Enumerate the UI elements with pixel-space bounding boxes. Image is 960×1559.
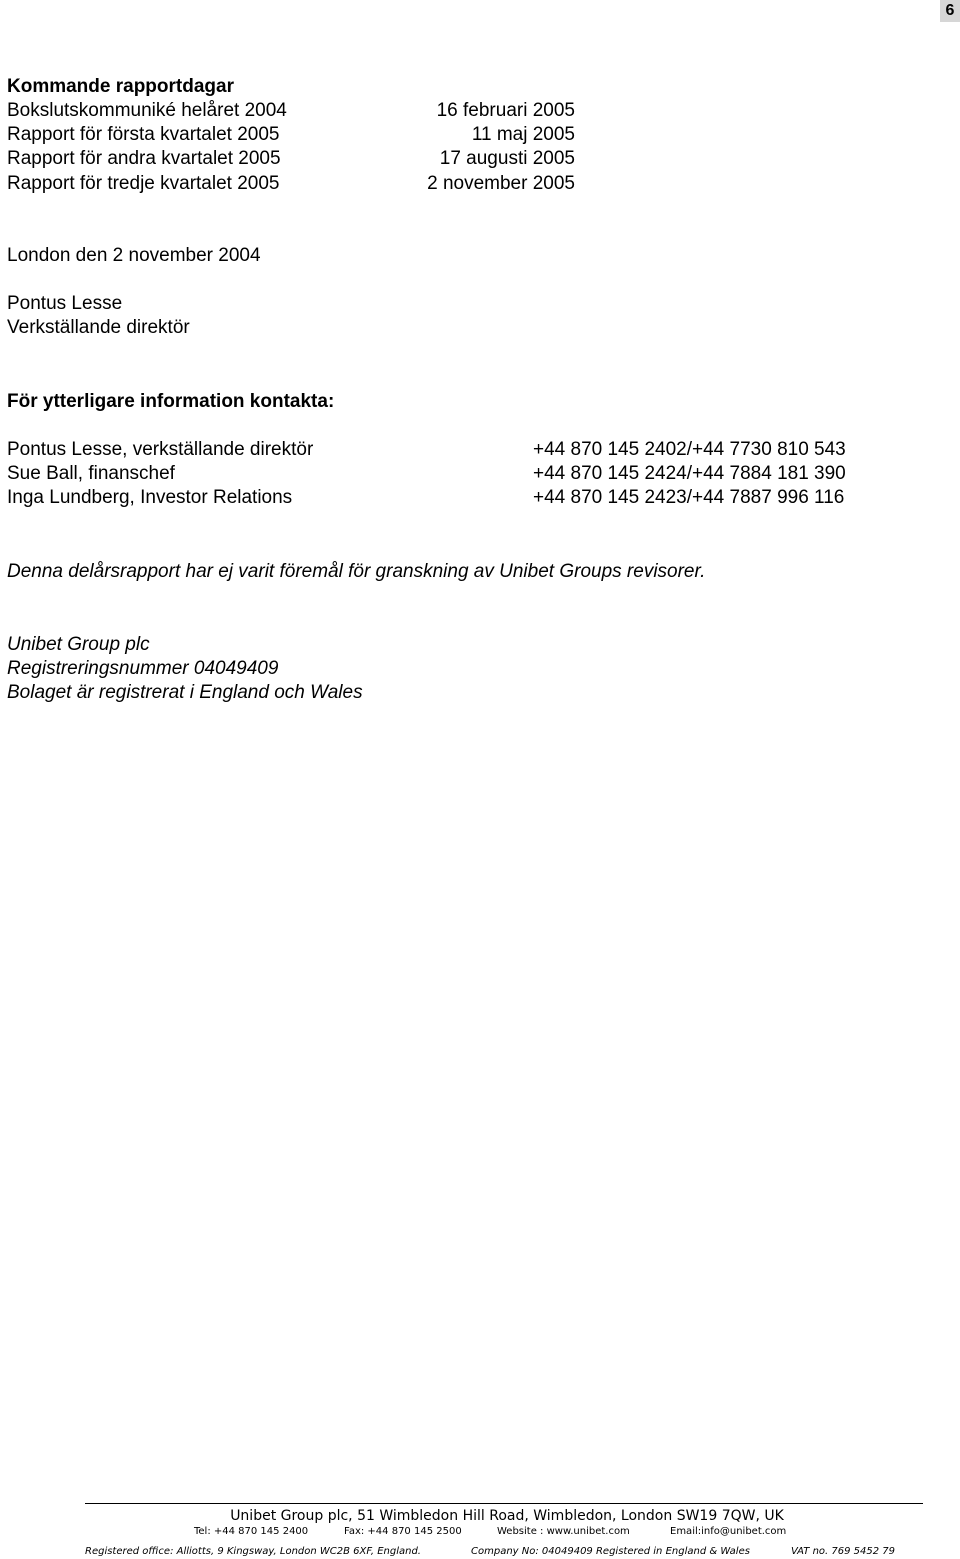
contact-name: Pontus Lesse, verkställande direktör: [7, 439, 314, 460]
footer-fax: Fax: +44 870 145 2500: [344, 1526, 462, 1537]
schedule-label: Rapport för tredje kvartalet 2005: [7, 173, 280, 194]
signatory-title: Verkställande direktör: [7, 317, 190, 338]
contact-phone: +44 870 145 2423/+44 7887 996 116: [533, 487, 845, 508]
schedule-date: 16 februari 2005: [436, 100, 575, 121]
audit-disclaimer: Denna delårsrapport har ej varit föremål för granskning av Unibet Groups revisorer.: [7, 561, 706, 582]
footer-address: Unibet Group plc, 51 Wimbledon Hill Road, Wimbledon, London SW19 7QW, UK: [230, 1508, 784, 1524]
schedule-date: 11 maj 2005: [471, 124, 575, 145]
schedule-label: Rapport för andra kvartalet 2005: [7, 148, 281, 169]
place-date: London den 2 november 2004: [7, 245, 261, 266]
footer-company-no: Company No: 04049409 Registered in England & Wales: [471, 1546, 750, 1557]
footer-tel: Tel: +44 870 145 2400: [194, 1526, 309, 1537]
schedule-date: 17 augusti 2005: [439, 148, 575, 169]
footer-divider: [85, 1503, 923, 1504]
footer-registered-office: Registered office: Alliotts, 9 Kingsway, London WC2B 6XF, England.: [85, 1546, 421, 1557]
footer-website: Website : www.unibet.com: [497, 1526, 630, 1537]
company-name: Unibet Group plc: [7, 634, 150, 655]
company-registration: Registreringsnummer 04049409: [7, 658, 279, 679]
footer-vat: VAT no. 769 5452 79: [791, 1546, 895, 1557]
contact-phone: +44 870 145 2402/+44 7730 810 543: [533, 439, 846, 460]
footer-email: Email:info@unibet.com: [670, 1526, 787, 1537]
company-registered-in: Bolaget är registrerat i England och Wales: [7, 682, 363, 703]
schedule-date: 2 november 2005: [427, 173, 575, 194]
contact-name: Inga Lundberg, Investor Relations: [7, 487, 293, 508]
schedule-label: Rapport för första kvartalet 2005: [7, 124, 280, 145]
contact-name: Sue Ball, finanschef: [7, 463, 175, 484]
signatory-name: Pontus Lesse: [7, 293, 123, 314]
contact-phone: +44 870 145 2424/+44 7884 181 390: [533, 463, 846, 484]
contacts-heading: För ytterligare information kontakta:: [7, 391, 335, 412]
schedule-heading: Kommande rapportdagar: [7, 76, 234, 97]
page-number: 6: [940, 0, 960, 22]
schedule-label: Bokslutskommuniké helåret 2004: [7, 100, 287, 121]
